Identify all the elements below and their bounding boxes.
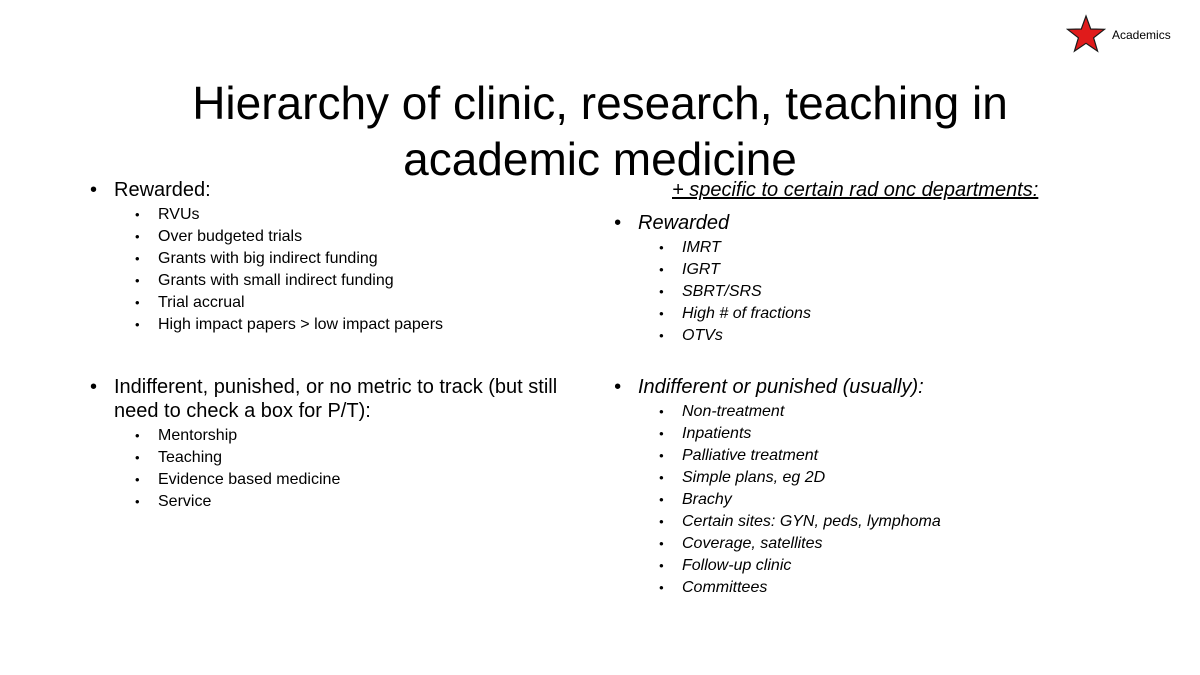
list-item: • IGRT (659, 259, 1084, 281)
list-item: • Mentorship (135, 425, 570, 447)
title-line-1: Hierarchy of clinic, research, teaching in (192, 76, 1008, 129)
list-item: • Coverage, satellites (659, 533, 1084, 555)
list-item: • Inpatients (659, 423, 1084, 445)
list-item: • SBRT/SRS (659, 281, 1084, 303)
list-item: • Follow-up clinic (659, 555, 1084, 577)
list-item: • RVUs (135, 204, 570, 226)
list-item: • Grants with small indirect funding (135, 270, 570, 292)
list-item: • High impact papers > low impact papers (135, 314, 570, 336)
right-rewarded-group (614, 211, 1084, 347)
list-item: • Teaching (135, 447, 570, 469)
list-item: • Grants with big indirect funding (135, 248, 570, 270)
left-indifferent-group (90, 375, 570, 513)
left-rewarded-group (90, 178, 570, 336)
left-rewarded-heading: • Rewarded: (90, 178, 570, 202)
list-item: • IMRT (659, 237, 1084, 259)
list-item: • Over budgeted trials (135, 226, 570, 248)
right-rewarded-heading: • Rewarded (614, 211, 1084, 235)
list-item: • Service (135, 491, 570, 513)
list-item: • Certain sites: GYN, peds, lymphoma (659, 511, 1084, 533)
list-item: • Brachy (659, 489, 1084, 511)
list-item: • Trial accrual (135, 292, 570, 314)
right-rewarded-list (614, 237, 1084, 347)
right-indifferent-list (614, 401, 1084, 599)
badge-label: Academics (1112, 28, 1171, 42)
list-item: • Palliative treatment (659, 445, 1084, 467)
list-item: • Simple plans, eg 2D (659, 467, 1084, 489)
left-rewarded-list (90, 204, 570, 336)
academics-badge (1066, 14, 1171, 54)
list-item: • High # of fractions (659, 303, 1084, 325)
star-icon (1066, 14, 1106, 54)
list-item: • Evidence based medicine (135, 469, 570, 491)
slide-title (100, 75, 1100, 187)
list-item: • Committees (659, 577, 1084, 599)
list-item: • OTVs (659, 325, 1084, 347)
right-indifferent-heading: • Indifferent or punished (usually): (614, 375, 1084, 399)
right-indifferent-group (614, 375, 1084, 599)
right-column-note: + specific to certain rad onc departments: (672, 179, 1039, 201)
list-item: • Non-treatment (659, 401, 1084, 423)
left-indifferent-list (90, 425, 570, 513)
title-line-2: academic medicine (403, 132, 797, 185)
left-indifferent-heading: • Indifferent, punished, or no metric to track (but still need to check a box for P/T): (90, 375, 570, 423)
